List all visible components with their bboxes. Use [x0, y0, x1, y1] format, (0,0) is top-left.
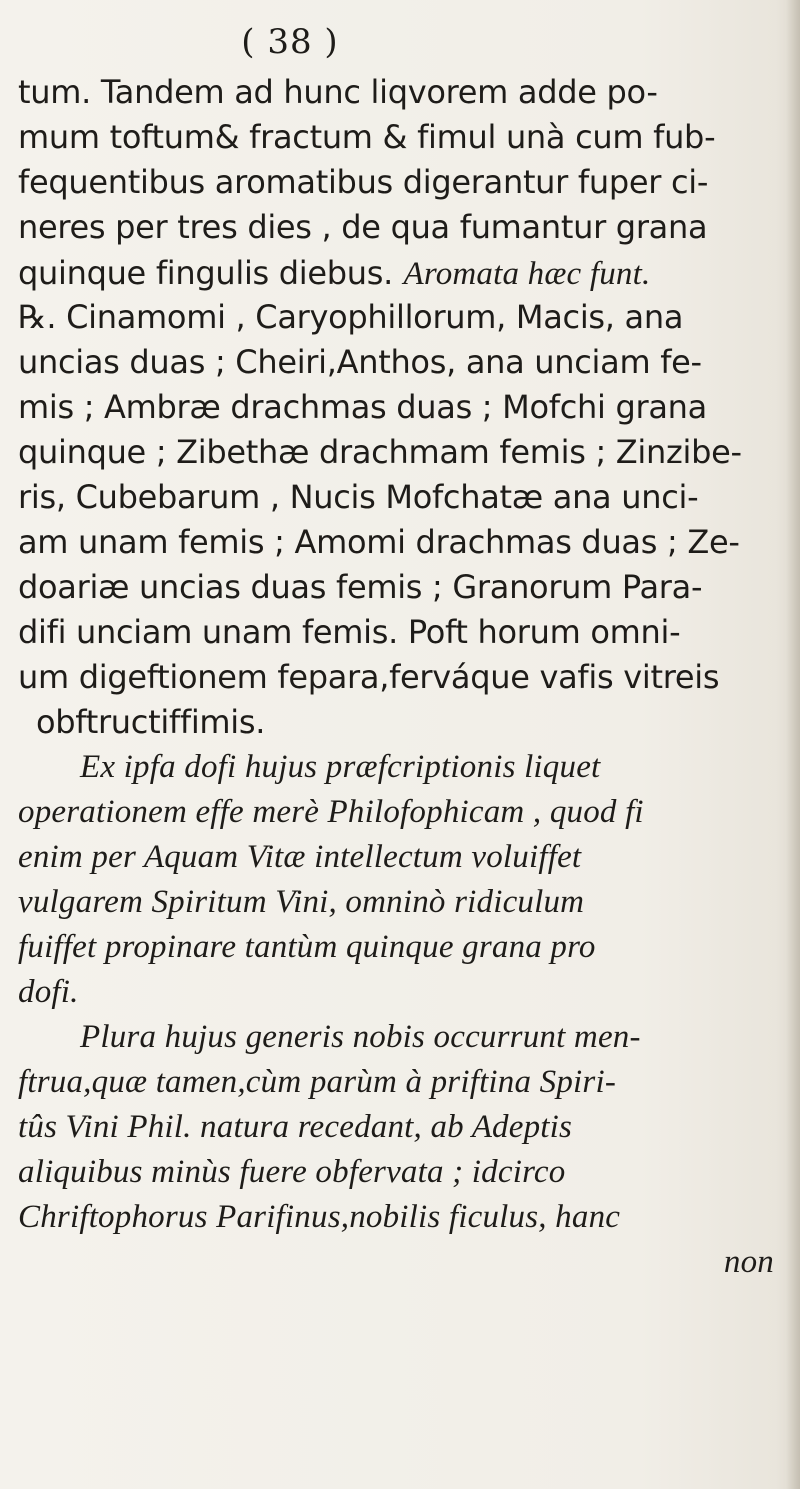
italic-line: Plura hujus generis nobis occurrunt men-	[80, 1019, 641, 1055]
text-line: neres per tres dies , de qua fumantur grana	[18, 208, 708, 246]
text-line	[18, 250, 792, 295]
italic-line: ftrua,quæ tamen,cùm parùm à priftina Spiri-	[18, 1064, 617, 1100]
text-segment: quinque fingulis diebus.	[18, 254, 394, 292]
catchword: non	[723, 1244, 774, 1280]
text-line: obftructiffimis.	[36, 703, 266, 741]
text-line: mum toftum& fractum & fimul unà cum fub-	[18, 118, 716, 156]
italic-line: tûs Vini Phil. natura recedant, ab Adeptis	[18, 1109, 573, 1145]
text-line: ℞. Cinamomi , Caryophillorum, Macis, ana	[18, 298, 684, 336]
section-heading: Aromata hæc funt.	[403, 256, 651, 292]
body-text	[18, 70, 792, 1285]
text-line: difi unciam unam femis. Poft horum omni-	[18, 613, 681, 651]
text-line: mis ; Ambræ drachmas duas ; Mofchi grana	[18, 388, 707, 426]
text-line: uncias duas ; Cheiri,Anthos, ana unciam fe-	[18, 343, 702, 381]
italic-line: aliquibus minùs fuere obfervata ; idcirco	[18, 1154, 566, 1190]
text-line: fequentibus aromatibus digerantur fuper ci-	[18, 163, 709, 201]
text-line: doariæ uncias duas femis ; Granorum Para-	[18, 568, 703, 606]
text-line: quinque ; Zibethæ drachmam femis ; Zinzibe-	[18, 433, 742, 471]
text-line: tum. Tandem ad hunc liqvorem adde po-	[18, 73, 658, 111]
italic-line: Chriftophorus Parifinus,nobilis ficulus, hanc	[18, 1199, 621, 1235]
italic-line: dofi.	[18, 974, 79, 1010]
text-line: um digeftionem fepara,ferváque vafis vitreis	[18, 658, 720, 696]
page-number: ( 38 )	[241, 22, 339, 62]
italic-line: vulgarem Spiritum Vini, omninò ridiculum	[18, 884, 585, 920]
text-line: am unam femis ; Amomi drachmas duas ; Ze-	[18, 523, 740, 561]
italic-line: enim per Aquam Vitæ intellectum voluiffet	[18, 839, 582, 875]
italic-line: Ex ipfa dofi hujus præfcriptionis liquet	[80, 749, 601, 785]
italic-line: fuiffet propinare tantùm quinque grana pro	[18, 929, 596, 965]
italic-line: operationem effe merè Philofophicam , quod fi	[18, 794, 644, 830]
text-line: ris, Cubebarum , Nucis Mofchatæ ana unci-	[18, 478, 699, 516]
